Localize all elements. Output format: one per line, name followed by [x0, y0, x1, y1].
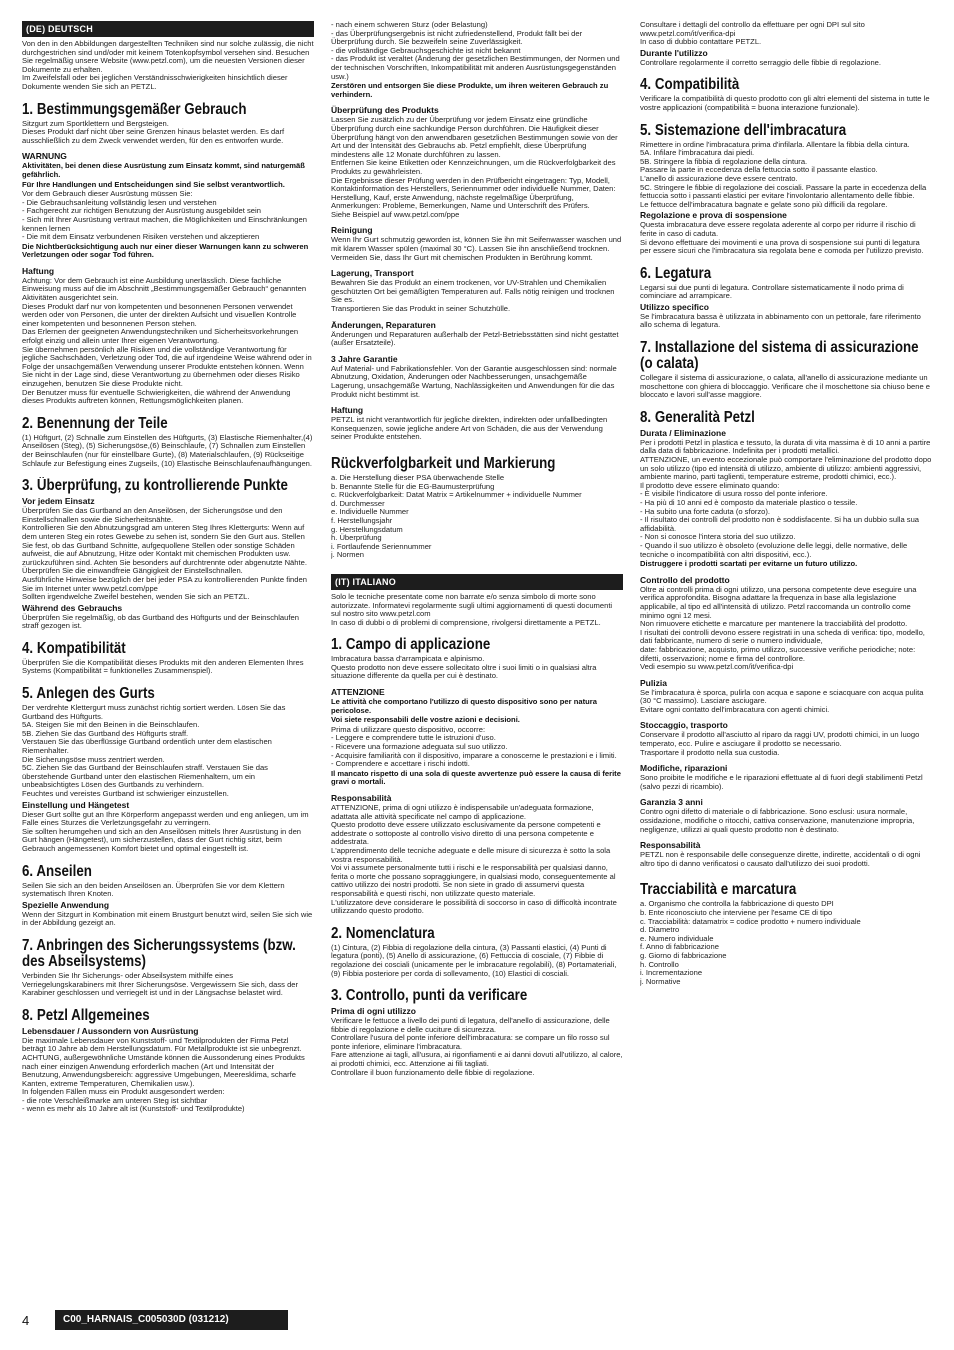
section-text: Contro ogni difetto di materiale o di fabbricazione. Sono esclusi: usura normale, ossidazione, modifiche o ritocchi, cattiva conservazione, manutenzione impropria, negligenze, utilizzi ai quali questo prodotto non è destinato. [640, 807, 915, 834]
section-title: 3. Überprüfung, zu kontrollierende Punkte [22, 477, 288, 495]
traceability-list-de [331, 474, 623, 560]
list-item: e. Numero individuale [640, 933, 714, 943]
section-text: Controllare regolarmente il corretto serraggio delle fibbie di regolazione. [640, 57, 882, 67]
section-title: Rückverfolgbarkeit und Markierung [331, 454, 556, 472]
subheading: Utilizzo specifico [640, 301, 709, 312]
warning-bold: Le attività che comportano l'utilizzo di questo dispositivo sono per natura pericolose. [331, 697, 597, 715]
subheading: Modifiche, riparazioni [640, 763, 728, 774]
subheading: Überprüfung des Produkts [331, 105, 439, 116]
subheading: Durata / Eliminazione [640, 427, 726, 438]
section-text: Se l'imbracatura è sporca, pulirla con acqua e sapone e sciacquare con acqua pulita (30 °C massimo). Lasciare asciugare. Evitare ogni contatto dell'imbracatura con agenti chimici. [640, 687, 924, 714]
section-title: 4. Kompatibilität [22, 639, 126, 657]
list-item: a. Die Herstellung dieser PSA überwachende Stelle [331, 472, 505, 482]
list-item: d. Diametro [640, 925, 680, 935]
language-header-it: (IT) ITALIANO [331, 574, 623, 590]
section-text: Der verdrehte Klettergurt muss zunächst richtig sortiert werden. Lösen Sie das Gurtband des Hüftgurts. 5A. Steigen Sie mit den Beinen in die Beinschlaufen. 5B. Ziehen Sie das Gurtband des Hüftgurts straff. Verstauen Sie das überflüssige Gurtband ordentlich unter dem elastischen Riemenhalter. Die Sicherungsöse muss zentriert werden. 5C. Ziehen Sie das Gurtband der Beinschlaufen straff. Verstauen Sie das überstehende Gurtband unter den elastischen Riemenhaltern, um ein unbeabsichtigtes Lösen des Gurtbands zu verhindern. Feuchtes und vereistes Gurtband ist schwieriger einzustellen. [22, 703, 286, 798]
warning-bold: Die Nichtberücksichtigung auch nur einer dieser Warnungen kann zu schweren Verletzungen oder sogar Tod führen. [22, 241, 309, 260]
column-german-italian [331, 21, 623, 1171]
section-text: (1) Hüftgurt, (2) Schnalle zum Einstellen des Hüftgurts, (3) Elastische Riemenhalter,(4) Anseilösen (Steg), (5) Sicherungsöse,(6) Beinschlaufe, (7) Schnallen zum Einstellen der Beinschlaufen (nur für einstellbare Gurte), (8) Materialschlaufen, (9) Rückseitige Schlaufe zur Befestigung eines Zugseils, (10) Elastische Beinschlaufenaufhängungen. [22, 432, 313, 468]
intro-text: Solo le tecniche presentate come non barrate e/o senza simbolo di morte sono autorizzate. Informatevi regolarmente sugli ultimi aggiornamenti di questi documenti sul nostro sito www.petzl.com In caso di dubbi o di problemi di comprensione, rivolgersi direttamente a PETZL. [331, 591, 613, 627]
section-title: Tracciabilità e marcatura [640, 881, 797, 899]
warning-bold: Zerstören und entsorgen Sie diese Produkte, um ihren weiteren Gebrauch zu verhindern. [331, 81, 609, 99]
page-footer [22, 1310, 322, 1332]
list-item: e. Individuelle Nummer [331, 507, 409, 517]
section-text: Questa imbracatura deve essere regolata aderente al corpo per ridurre il rischio di ferite in caso di caduta. Si devono effettuare dei movimenti e una prova di sospensione sui punti di legatura per essere sicuri che l'imbracatura sia regolata bene e comoda per l'utilizzo previsto. [640, 220, 924, 256]
list-item: i. Incrementazione [640, 968, 703, 978]
section-title: 4. Compatibilità [640, 76, 740, 94]
section-title: 8. Petzl Allgemeines [22, 1006, 150, 1024]
section-text: Seilen Sie sich an den beiden Anseilösen an. Überprüfen Sie vor dem Klettern systematisch Ihren Knoten. [22, 880, 285, 899]
section-title: 6. Anseilen [22, 862, 92, 880]
subheading: Controllo del prodotto [640, 574, 730, 585]
list-item: f. Anno di fabbricazione [640, 942, 719, 952]
warning-bold: Für Ihre Handlungen und Entscheidungen sind Sie selbst verantwortlich. [22, 179, 285, 189]
section-text: ATTENZIONE, prima di ogni utilizzo è indispensabile un'adeguata formazione, adattata alle attività specificate nel campo di applicazione. Questo prodotto deve essere utilizzato esclusivamente da persone competenti e addestrate o sottoposte al controllo visivo diretto di una persona competente e addestrata. L'apprendimento delle tecniche adeguate e delle misure di sicurezza è sotto la sola vostra responsabilità. Voi vi assumete personalmente tutti i rischi e le responsabilità per qualsiasi danno, ferita o morte che possano sopraggiungere, in qualsiasi modo, conseguentemente al cattivo utilizzo dei nostri prodotti. Se non siete in grado di assumervi questa responsabilità e questi rischi, non utilizzate questo materiale. L'utilizzatore deve considerare le possibilità di soccorso in caso di difficoltà incontrate utilizzando questo prodotto. [331, 803, 617, 916]
section-title: 1. Campo di applicazione [331, 636, 491, 654]
section-text: Oltre ai controlli prima di ogni utilizzo, una persona competente deve eseguire una verifica approfondita. Bisogna adattare la frequenza in base alla legislazione applicabile, al tipo ed all'intensità di utilizzo. Petzl raccomanda un controllo come minimo ogni 12 mesi. Non rimuovere etichette e marcature per mantenere la tracciabilità del prodotto. I risultati dei controlli devono essere registrati in una scheda di verifica: tipo, modello, dati fabbricante, numero di serie o numero individuale, date: fabbricazione, acquisto, primo utilizzo, successive verifiche periodiche; note: difetti, osservazioni; nome e firma del controllore. Vedi esempio su www.petzl.com/it/verifica-dpi [640, 584, 925, 672]
section-text: Verbinden Sie Ihr Sicherungs- oder Abseilsystem mithilfe eines Verriegelungskarabiners mit Ihrer Sicherungsöse. Vergewissern Sie sich, dass der Karabiner geschlossen und verriegelt ist und in der Längsachse belastet wird. [22, 970, 299, 998]
section-text: Überprüfen Sie regelmäßig, ob das Gurtband des Hüftgurts und der Beinschlaufen straff gezogen ist. [22, 612, 299, 631]
subheading: Responsabilità [640, 840, 701, 851]
section-text: Rimettere in ordine l'imbracatura prima d'infilarla. Allentare la fibbia della cintura. 5A. Infilare l'imbracatura dai piedi. 5B. Stringere la fibbia di regolazione della cintura. Passare la parte in eccedenza della fettuccia sotto il passante elastico. L'anello di assicurazione deve essere centrato. 5C. Stringere le fibbie di regolazione dei cosciali. Passare la parte in eccedenza della fettuccia sotto i passanti elastici per evitare l'involontario allentamento delle fibbie. Le fettucce dell'imbracatura bagnate e gelate sono più difficili da regolare. [640, 139, 927, 209]
section-title: 5. Sistemazione dell'imbracatura [640, 121, 847, 139]
section-text: Wenn der Sitzgurt in Kombination mit einem Brustgurt benutzt wird, seilen Sie sich wie in der Abbildung gezeigt an. [22, 909, 313, 928]
section-text: Verificare le fettucce a livello dei punti di legatura, dell'anello di assicurazione, delle fibbie di regolazione e delle cuciture di sicurezza. Controllare l'usura del ponte inferiore dell'imbracatura: se compare un filo rosso sul ponte inferiore, eliminare l'imbracatura. Fare attenzione ai tagli, all'usura, ai rigonfiamenti e ai danni dovuti all'utilizzo, al calore, ai prodotti chimici, ecc. Attenzione ai fili tagliati. Controllare il buon funzionamento delle fibbie di regolazione. [331, 1016, 623, 1077]
subheading: 3 Jahre Garantie [331, 353, 398, 364]
section-text: Die maximale Lebensdauer von Kunststoff- und Textilprodukten der Firma Petzl beträgt 10 Jahre ab dem Herstellungsdatum. Für Metallprodukte ist sie unbegrenzt. ACHTUNG, außergewöhnliche Umstände können die Aussonderung eines Produkts nach einer einzigen Anwendung erforderlich machen (Art und Intensität der Benutzung, Anwendungsbereich: aggressive Umgebungen, Meeresklima, scharfe Kanten, extreme Temperaturen, Chemikalien usw.). In folgenden Fällen muss ein Produkt ausgesondert werden: - die rote Verschleißmarke am unteren Steg ist sichtbar - wenn es mehr als 10 Jahre alt ist (Kunststoff- und Textilprodukte) [22, 1035, 305, 1114]
section-text: Verificare la compatibilità di questo prodotto con gli altri elementi del sistema in tutte le vostre applicazioni (compatibilità = buona interazione funzionale). [640, 94, 930, 112]
list-item: h. Überprüfung [331, 533, 382, 543]
section-text: Se l'imbracatura bassa è utilizzata in abbinamento con un pettorale, fare riferimento allo schema di legatura. [640, 311, 921, 330]
section-text: Imbracatura bassa d'arrampicata e alpinismo. Questo prodotto non deve essere sollecitato oltre i suoi limiti o in qualsiasi altra situazione differente da quella per cui è destinato. [331, 654, 597, 681]
section-title: 8. Generalità Petzl [640, 408, 755, 426]
subheading: Änderungen, Reparaturen [331, 319, 436, 330]
section-text: Lassen Sie zusätzlich zu der Überprüfung vor jedem Einsatz eine gründliche Überprüfung durch eine sachkundige Person durchführen. Die Häufigkeit dieser Überprüfung hängt von den anwendbaren gesetzlichen Bestimmungen sowie von der Art und der Intensität des Gebrauchs ab. Petzl empfiehlt, diese Überprüfung mindestens alle 12 Monate durchführen zu lassen. Entfernen Sie keine Etiketten oder Kennzeichnungen, um die Rückverfolgbarkeit des Produkts zu gewährleisten. Die Ergebnisse dieser Prüfung werden in den Prüfbericht eingetragen: Typ, Modell, Kontaktinformation des Herstellers, Seriennummer oder individuelle Nummer, Daten: Herstellung, Kauf, erste Anwendung, nächste regelmäßige Überprüfung, Anmerkungen: Probleme, Bemerkungen, Name und Unterschrift des Prüfers. Siehe Beispiel auf www.petzl.com/ppe [331, 115, 618, 219]
subheading: Einstellung und Hängetest [22, 799, 130, 810]
intro-text: Von den in den Abbildungen dargestellten Techniken sind nur solche zulässig, die nicht durchgestrichen sind und/oder mit keinem Totenkopfsymbol versehen sind. Besuchen Sie regelmäßig unsere Website (www.petzl.com), um die neuesten Versionen dieser Dokumente zu erhalten. Im Zweifelsfall oder bei jeglichen Verständnisschwierigkeiten hinsichtlich dieser Dokumente wenden Sie sich an PETZL. [22, 39, 314, 91]
subheading: Lebensdauer / Aussondern von Ausrüstung [22, 1025, 199, 1036]
list-item: i. Fortlaufende Seriennummer [331, 541, 432, 551]
warning-bold: Il mancato rispetto di una sola di queste avvertenze può essere la causa di ferite gravi o mortali. [331, 768, 621, 787]
section-text: Bewahren Sie das Produkt an einem trockenen, vor UV-Strahlen und Chemikalien geschützten Ort bei gemäßigten Temperaturen auf. Falls nötig reinigen und trocknen Sie es. Transportieren Sie das Produkt in seiner Schutzhülle. [331, 278, 615, 314]
section-text: Consultare i dettagli del controllo da effettuare per ogni DPI sul sito www.petzl.com/it/verifica-dpi In caso di dubbio contattare PETZL. [640, 21, 865, 47]
subheading: Durante l'utilizzo [640, 47, 708, 58]
section-text: Per i prodotti Petzl in plastica e tessuto, la durata di vita massima è di 10 anni a partire dalla data di fabbricazione. Indefinita per i prodotti metallici. ATTENZIONE, un evento eccezionale può comportare l'eliminazione del prodotto dopo un solo utilizzo (tipo ed intensità di utilizzo, ambiente di utilizzo: ambienti aggressivi, ambiente marino, parti taglienti, temperature estreme, prodotti chimici, ecc.). Il prodotto deve essere eliminato quando: - È visibile l'indicatore di usura rosso del ponte inferiore. - Ha più di 10 anni ed è composto da materiale plastico o tessile. - Ha subito una forte caduta (o sforzo). - Il risultato dei controlli del prodotto non è soddisfacente. Si ha un dubbio sulla sua affidabilità. - Non si conosce l'intera storia del suo utilizzo. - Quando il suo utilizzo è obsoleto (evoluzione delle leggi, delle normative, delle tecniche o incompatibilità con altri dispositivi, ecc.). [640, 437, 932, 559]
section-title: 5. Anlegen des Gurts [22, 685, 155, 703]
list-item: b. Ente riconosciuto che interviene per l'esame CE di tipo [640, 908, 833, 917]
list-item: d. Durchmesser [331, 498, 385, 508]
section-title: 2. Nomenclatura [331, 924, 435, 942]
list-item: h. Controllo [640, 959, 679, 969]
subheading: Prima di ogni utilizzo [331, 1006, 416, 1017]
warning-bold: Aktivitäten, bei denen diese Ausrüstung zum Einsatz kommt, sind naturgemäß gefährlich. [22, 161, 305, 179]
section-text: PETZL ist nicht verantwortlich für jegliche direkten, indirekten oder unfallbedingten Konsequenzen, sowie jegliche andere Art von Schäden, die aus der Verwendung seiner Produkte entstehen. [331, 415, 608, 442]
section-title: 7. Installazione del sistema di assicurazione (o calata) [640, 339, 919, 373]
section-text: PETZL non è responsabile delle conseguenze dirette, indirette, accidentali o di ogni altro tipo di danno verificatosi o causato dall'utilizzo dei suoi prodotti. [640, 850, 921, 868]
section-text: Achtung: Vor dem Gebrauch ist eine Ausbildung unerlässlich. Diese fachliche Einweisung muss auf die im Abschnitt „Bestimmungsgemäßer Gebrauch“ genannten Aktivitäten ausgerichtet sein. Dieses Produkt darf nur von kompetenten und besonnenen Personen verwendet werden oder von Personen, die unter der direkten Aufsicht und visuellen Kontrolle einer kompetenten und besonnenen Person stehen. Das Erlernen der geeigneten Anwendungstechniken und Sicherheitsvorkehrungen erfolgt einzig und allein unter Ihrer eigenen Verantwortung. Sie übernehmen persönlich alle Risiken und die vollständige Verantwortung für jegliche Sachschäden, Verletzung oder Tod, die auf irgendeine Weise während oder in Folge der unsachgemäßen Verwendung unserer Produkte entstehen können. Wenn Sie nicht in der Lage sind, diese Verantwortung zu übernehmen oder dieses Risiko einzugehen, benutzen Sie diese Produkte nicht. Der Benutzer muss für eventuelle Schwierigkeiten, die während der Anwendung dieses Produkts auftreten können, Rettungsmöglichkeiten planen. [22, 275, 312, 406]
section-text: Sitzgurt zum Sportklettern und Bergsteigen. Dieses Produkt darf nicht über seine Grenzen hinaus belastet werden. Es darf ausschließlich zu dem Zweck verwendet werden, für den es entworfen wurde. [22, 118, 285, 145]
document-code: C00_HARNAIS_C005030D (031212) [55, 1310, 288, 1330]
language-header-de: (DE) DEUTSCH [22, 21, 314, 37]
section-title: 1. Bestimmungsgemäßer Gebrauch [22, 100, 247, 118]
list-item: j. Normen [331, 550, 364, 560]
subheading: Spezielle Anwendung [22, 899, 110, 910]
section-title: 6. Legatura [640, 264, 712, 282]
subheading: Reinigung [331, 225, 373, 236]
traceability-list-it [640, 900, 932, 986]
section-text: Änderungen und Reparaturen außerhalb der Petzl-Betriebsstätten sind nicht gestattet (außer Ersatzteile). [331, 329, 619, 348]
subheading: Haftung [22, 265, 55, 276]
list-item: j. Normative [640, 976, 681, 986]
warning-bold: Voi siete responsabili delle vostre azioni e decisioni. [331, 715, 520, 725]
section-text: Dieser Gurt sollte gut an Ihre Körperform angepasst werden und eng anliegen, um im Falle eines Sturzes die Verletzungsgefahr zu verringern. Sie sollten herumgehen und sich an den Anseilösen mittels Ihrer Ausrüstung in den Gurt hängen (Hängetest), um sicherzustellen, dass der Gurt richtig sitzt, beim Gebrauch angemessenen Komfort bietet und optimal eingestellt ist. [22, 809, 309, 853]
subheading: Responsabilità [331, 793, 392, 803]
warning-bold: Distruggere i prodotti scartati per evitarne un futuro utilizzo. [640, 559, 858, 569]
page-number: 4 [22, 1313, 30, 1328]
subheading: Stoccaggio, trasporto [640, 720, 728, 731]
section-text: Collegare il sistema di assicurazione, o calata, all'anello di assicurazione mediante un moschettone con ghiera di bloccaggio. Verificare che il moschettone sia chiuso bene e bloccato e lavori sull'asse maggiore. [640, 373, 931, 400]
list-item: f. Herstellungsjahr [331, 515, 393, 525]
section-title: 7. Anbringen des Sicherungssystems (bzw. des Abseilsystems) [22, 936, 296, 970]
list-item: c. Rückverfolgbarkeit: Datat Matrix = Artikelnummer + individuelle Nummer [331, 490, 582, 500]
section-text: Auf Material- und Fabrikationsfehler. Von der Garantie ausgeschlossen sind: normale Abnutzung, Oxidation, Änderungen oder Nachbesserungen, unsachgemäße Lagerung, unsachgemäße Wartung, Nachlässigkeiten und Anwendungen für die das Produkt nicht bestimmt ist. [331, 363, 617, 399]
warning-text: Vor dem Gebrauch dieser Ausrüstung müssen Sie: - Die Gebrauchsanleitung vollständig lesen und verstehen - Fachgerecht zur richtigen Benutzung der Ausrüstung ausgebildet sein - Sich mit Ihrer Ausrüstung vertraut machen, die Möglichkeiten und Einschränkungen kennen lernen - Die mit dem Einsatz verbundenen Risiken verstehen und akzeptieren [22, 189, 307, 242]
subheading: Während des Gebrauchs [22, 602, 123, 613]
section-text: Sono proibite le modifiche e le riparazioni effettuate al di fuori degli stabilimenti Petzl (salvo pezzi di ricambio). [640, 773, 923, 791]
section-title: 3. Controllo, punti da verificare [331, 987, 528, 1005]
warning-text: Prima di utilizzare questo dispositivo, occorre: - Leggere e comprendere tutte le istruzioni d'uso. - Ricevere una formazione adeguata sul suo utilizzo. - Acquisire familiarità con il dispositivo, imparare a conoscerne le prestazioni e i limiti. - Comprendere e accettare i rischi indotti. [331, 724, 617, 769]
section-text: - nach einem schweren Sturz (oder Belastung) - das Überprüfungsergebnis ist nicht zufriedenstellend, Produkt fällt bei der Überprüfung durch. Sie bezweifeln seine Zuverlässigkeit. - die vollständige Gebrauchsgeschichte ist nicht bekannt - das Produkt ist veraltet (Änderung der gesetzlichen Bestimmungen, der Normen und der technischen Vorschriften, Inkompatibilität mit anderen Ausrüstungsgegenständen usw.) [331, 21, 620, 81]
section-text: Wenn Ihr Gurt schmutzig geworden ist, können Sie ihn mit Seifenwasser waschen und mit klarem Wasser spülen (maximal 30 °C). Lassen Sie ihn anschließend trocknen. Vermeiden Sie, dass Ihr Gurt mit chemischen Produkten in Berührung kommt. [331, 235, 622, 262]
subheading: Lagerung, Transport [331, 268, 414, 279]
warning-heading: WARNUNG [22, 151, 67, 162]
section-text: Conservare il prodotto all'asciutto al riparo da raggi UV, prodotti chimici, in un luogo temperato, ecc. Pulire e asciugare il prodotto se necessario. Trasportare il prodotto nella sua custodia. [640, 730, 920, 757]
section-text: Überprüfen Sie das Gurtband an den Anseilösen, der Sicherungsöse und den Einstellschnallen sowie die Sicherheitsnähte. Kontrollieren Sie den Abnutzungsgrad am unteren Steg Ihres Klettergurts: Wenn auf dem unteren Steg ein rotes Gewebe zu sehen ist, sondern Sie den Gurt aus. Stellen Sie fest, ob das Gurtband Schnitte, aufgequollene Stellen oder sonstige Schäden aufweist, die auf Abnutzung, Hitze oder Kontakt mit chemischen Produkten usw. zurückzuführen sind. Achten Sie besonders auf durchtrennte oder abgenutzte Nähte. Überprüfen Sie die einwandfreie Gängigkeit der Einstellschnallen. Ausführliche Hinweise bezüglich der bei jeder PSA zu kontrollierenden Punkte finden Sie im Internet unter www.petzl.com/ppe Sollten irgendwelche Zweifel bestehen, wenden Sie sich an PETZL. [22, 506, 307, 602]
section-text: Überprüfen Sie die Kompatibilität dieses Produkts mit den anderen Elementen Ihres Systems (Kompatibilität = funktionelles Zusammenspiel). [22, 657, 304, 676]
subheading: Vor jedem Einsatz [22, 496, 95, 507]
list-item: a. Organismo che controlla la fabbricazione di questo DPI [640, 899, 834, 909]
list-item: b. Benannte Stelle für die EG-Baumusterprüfung [331, 481, 495, 491]
list-item: g. Giorno di fabbricazione [640, 950, 727, 960]
subheading: Regolazione e prova di sospensione [640, 210, 787, 221]
subheading: Haftung [331, 405, 364, 416]
column-italian [640, 21, 932, 1171]
section-text: Legarsi sui due punti di legatura. Controllare sistematicamente il nodo prima di cominciare ad arrampicare. [640, 282, 904, 301]
subheading: Garanzia 3 anni [640, 797, 703, 808]
section-title: 2. Benennung der Teile [22, 414, 168, 432]
subheading: Pulizia [640, 677, 667, 688]
list-item: c. Tracciabilità: datamatrix = codice prodotto + numero individuale [640, 916, 861, 926]
list-item: g. Herstellungsdatum [331, 524, 403, 534]
section-text: (1) Cintura, (2) Fibbia di regolazione della cintura, (3) Passanti elastici, (4) Punti di legatura (ponti), (5) Anello di assicurazione, (6) Fettuccia di cosciale, (7) Fibbie di regolazione dei cosciali (unicamente per le imbracature regolabili), (8) Portamateriali, (9) Fibbia posteriore per corda di sollevamento, (10) Elastici di cosciali. [331, 942, 617, 978]
warning-heading: ATTENZIONE [331, 687, 385, 698]
column-german [22, 21, 314, 1291]
